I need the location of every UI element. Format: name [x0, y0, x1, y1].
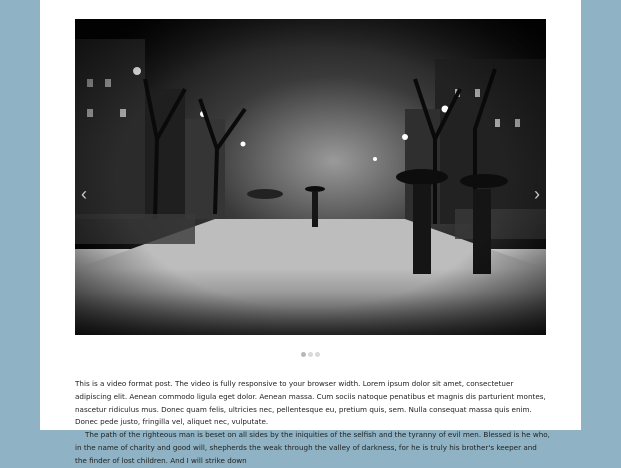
post-content — [75, 378, 550, 468]
chevron-left-icon[interactable]: ‹ — [81, 184, 87, 204]
slider-dot[interactable] — [308, 352, 313, 357]
image-slider[interactable] — [75, 19, 546, 335]
slider-dot[interactable] — [315, 352, 320, 357]
content-area — [40, 0, 581, 465]
slider-pagination — [40, 352, 581, 362]
chevron-right-icon[interactable]: › — [534, 184, 540, 204]
slider-dot[interactable] — [301, 352, 306, 357]
rain-street-photo — [75, 19, 546, 335]
post-paragraph: The path of the righteous man is beset on all sides by the iniquities of the selfish and the tyranny of evil men. Blessed is he who, in the name of charity and good will, shepherds the weak through the valley of darkness, for he is truly his brother's keeper and the finder of lost children. And I will strike down — [75, 430, 550, 465]
post-paragraph: This is a video format post. The video is fully responsive to your browser width. Lorem ipsum dolor sit amet, consectetuer adipiscing elit. Aenean commodo ligula eget dolor. Aenean massa. Cum sociis natoque penatibus et magnis dis parturient montes, nascetur ridiculus mus. Donec quam felis, ultricies nec, pellentesque eu, pretium quis, sem. Nulla consequat massa quis enim. Donec pede justo, fringilla vel, aliquet nec, vulputate. — [75, 379, 546, 427]
